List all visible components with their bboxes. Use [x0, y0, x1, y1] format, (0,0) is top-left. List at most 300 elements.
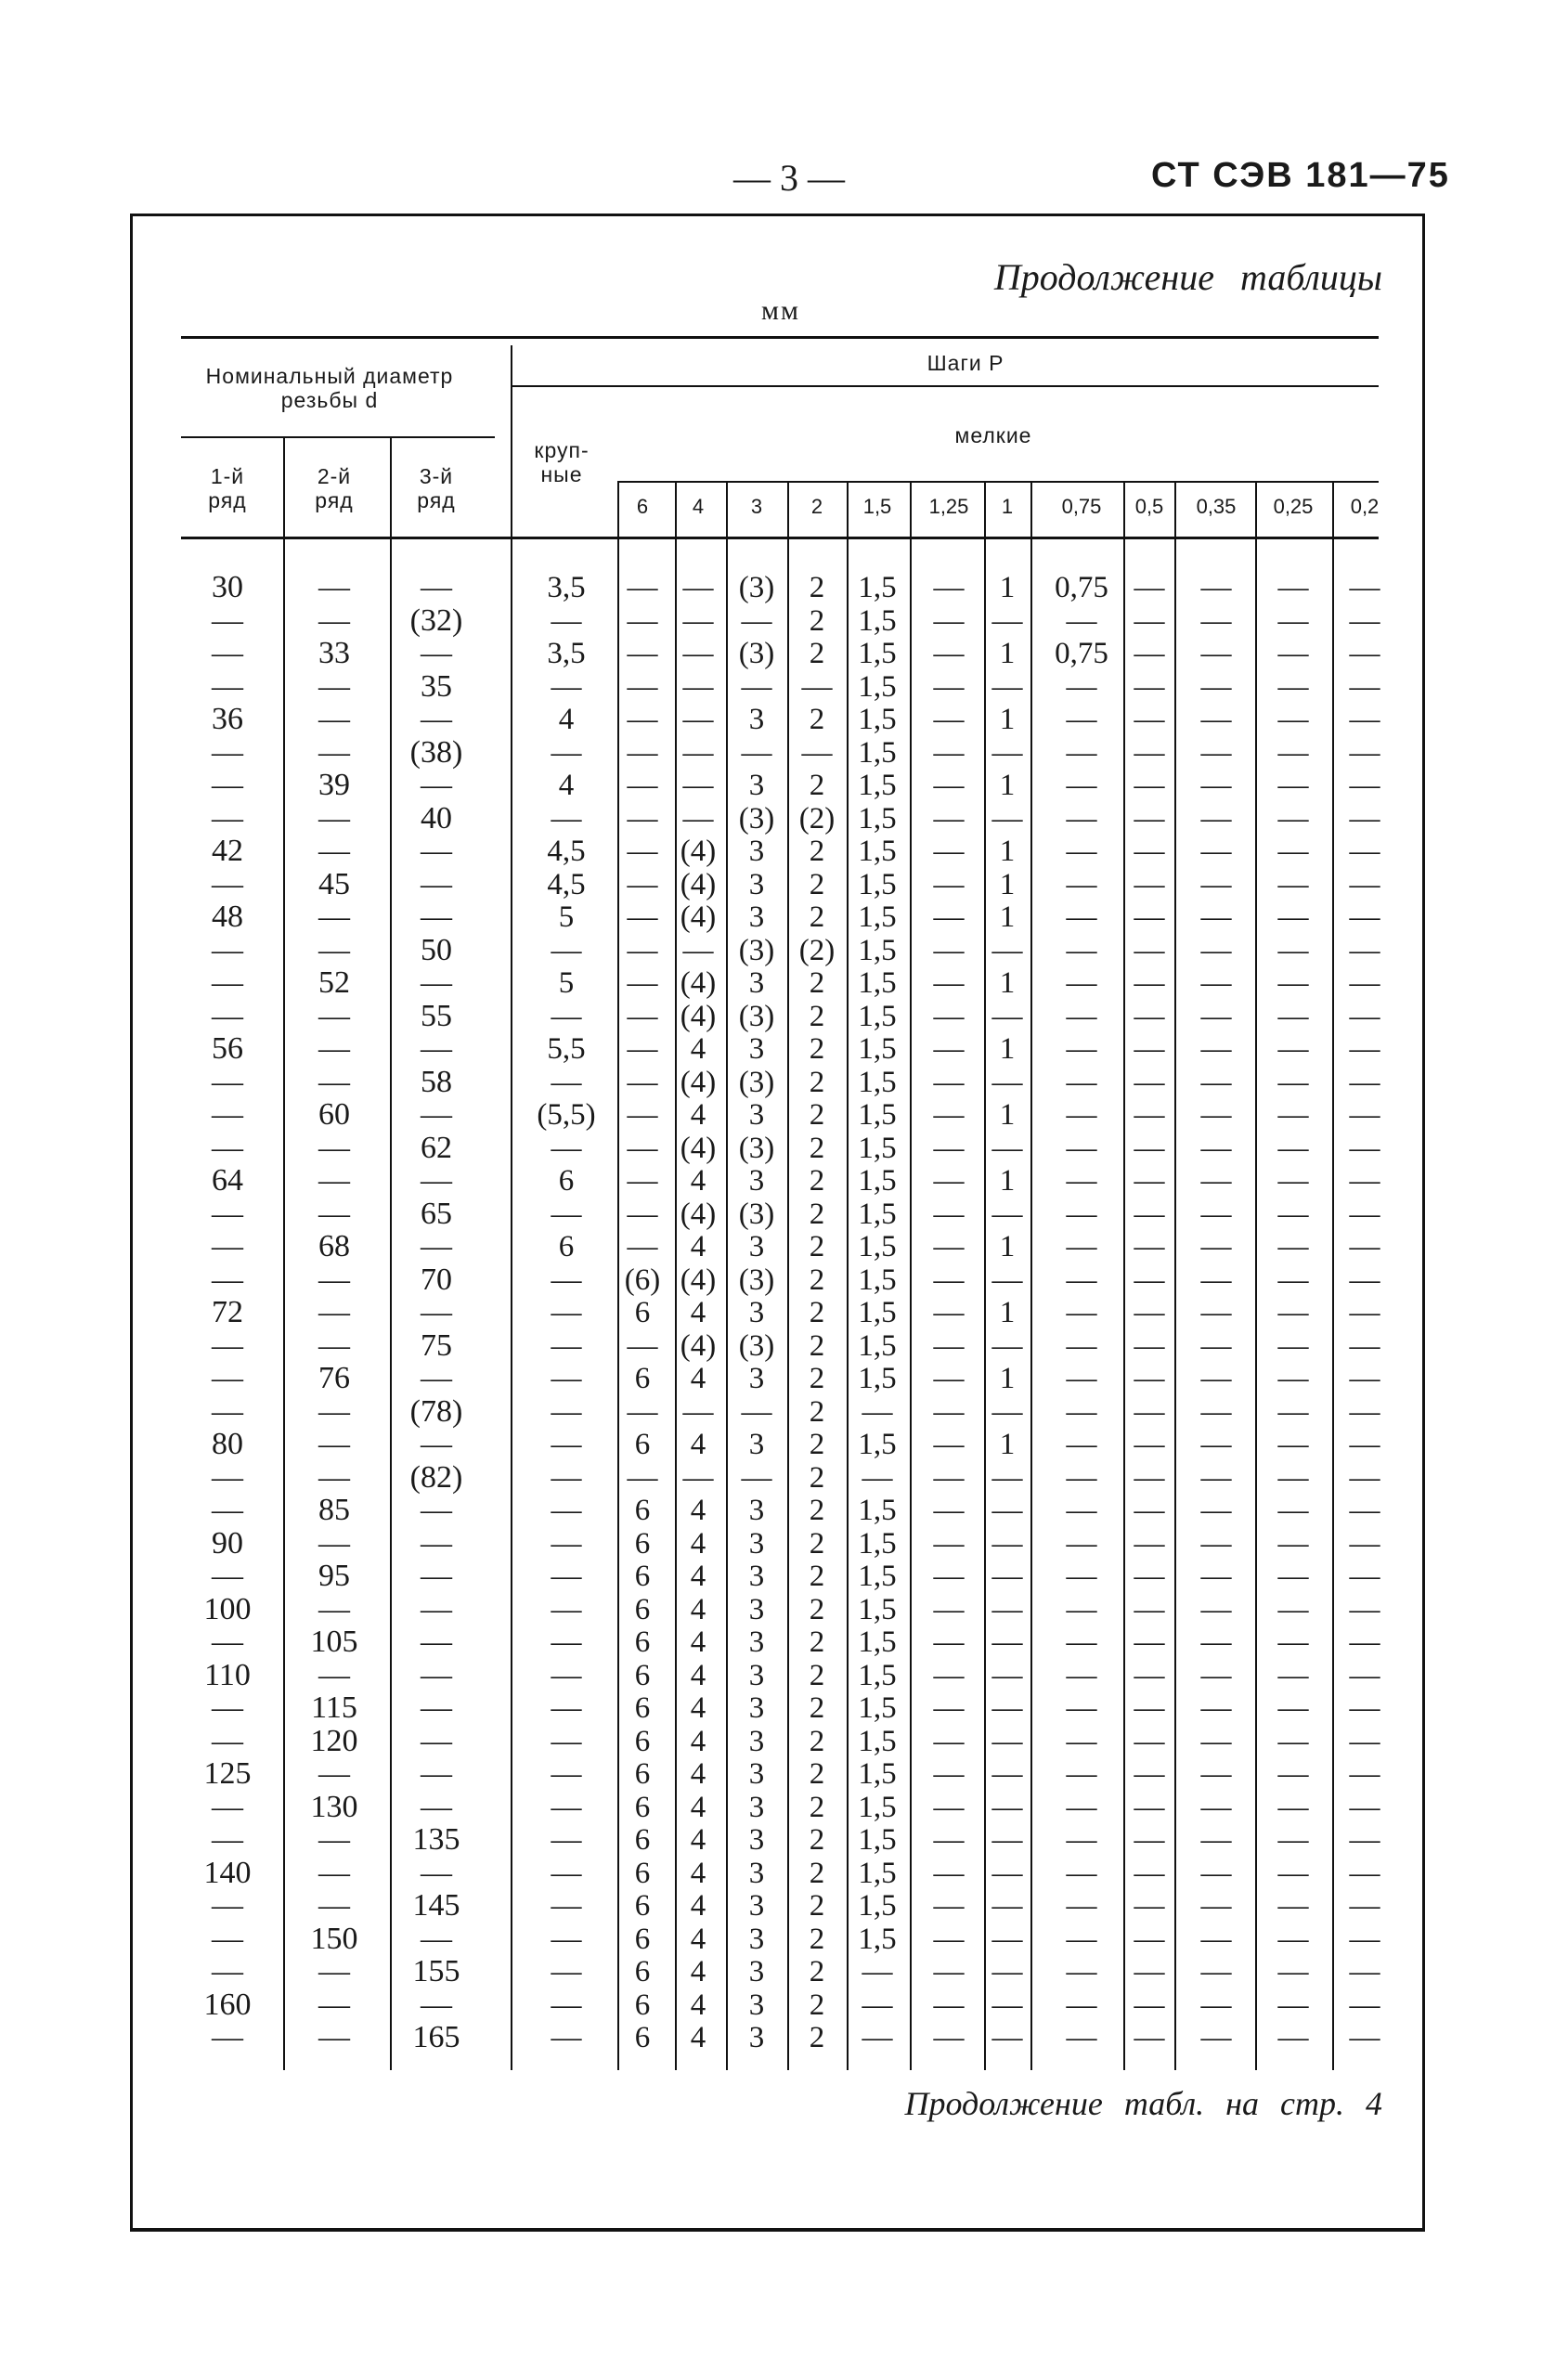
fine-pitch-header: 4	[692, 495, 705, 518]
fine-pitch-cell: 6	[634, 1526, 651, 1561]
fine-pitch-cell: 4	[690, 1823, 706, 1857]
fine-pitch-cell: —	[1066, 1757, 1097, 1791]
coarse-pitch-cell: —	[551, 669, 582, 704]
fine-pitch-cell: (4)	[680, 835, 717, 868]
fine-pitch-cell: —	[1277, 1394, 1309, 1429]
fine-pitch-cell: 1,5	[858, 1065, 897, 1099]
pitches-underline	[511, 385, 1379, 387]
fine-pitch-cell: —	[1200, 1592, 1232, 1626]
fine-pitch-cell: 3	[748, 1988, 765, 2022]
column-rule	[726, 483, 728, 2070]
fine-pitch-cell: —	[1349, 1263, 1380, 1297]
fine-pitch-cell: 1	[999, 867, 1016, 901]
coarse-pitch-cell: —	[551, 1724, 582, 1758]
fine-pitch-cell: —	[682, 801, 714, 835]
diameter-cell: 155	[412, 1954, 460, 1988]
fine-pitch-cell: 3	[748, 2021, 765, 2054]
fine-pitch-cell: 6	[634, 1856, 651, 1890]
fine-pitch-cell: 1,5	[858, 867, 897, 901]
diameter-cell: —	[318, 1130, 350, 1165]
fine-pitch-cell: 1,5	[858, 1494, 897, 1527]
fine-pitch-cell: —	[1277, 1625, 1309, 1659]
fine-pitch-cell: 1,5	[858, 900, 897, 934]
diameter-cell: —	[318, 1591, 350, 1626]
coarse-pitch-cell: —	[551, 1823, 582, 1857]
fine-pitch-cell: 4	[690, 1757, 706, 1791]
fine-pitch-cell: —	[1134, 1889, 1165, 1923]
diameter-cell: —	[212, 1625, 243, 1659]
fine-pitch-cell: 6	[634, 1724, 651, 1758]
fine-pitch-cell: —	[991, 1724, 1023, 1758]
coarse-pitch-cell: 3,5	[547, 571, 586, 604]
fine-pitch-cell: 1,5	[858, 1592, 897, 1626]
fine-pitch-cell: —	[1134, 1428, 1165, 1461]
fine-pitch-cell: 3	[748, 1823, 765, 1857]
fine-pitch-cell: 1,5	[858, 1296, 897, 1329]
fine-pitch-cell: —	[1134, 1164, 1165, 1198]
diameter-cell: —	[421, 1987, 452, 2022]
fine-pitch-cell: —	[933, 867, 965, 901]
fine-pitch-cell: 1,5	[858, 1131, 897, 1165]
fine-pitch-cell: —	[933, 1098, 965, 1132]
fine-pitch-cell: —	[933, 1032, 965, 1066]
coarse-pitch-cell: (5,5)	[537, 1098, 596, 1132]
fine-pitch-header: 6	[636, 495, 649, 518]
diameter-cell: 76	[318, 1361, 350, 1395]
fine-pitch-cell: —	[1134, 1131, 1165, 1165]
fine-pitch-cell: —	[1277, 2021, 1309, 2054]
fine-pitch-cell: —	[991, 1790, 1023, 1824]
diameter-cell: —	[421, 1427, 452, 1461]
fine-pitch-cell: —	[1134, 1098, 1165, 1132]
column-rule	[1030, 483, 1032, 2070]
fine-pitch-cell: —	[1349, 1790, 1380, 1824]
coarse-pitch-cell: 5	[558, 966, 575, 1000]
diameter-cell: —	[212, 768, 243, 802]
coarse-pitch-cell: —	[551, 801, 582, 835]
fine-pitch-header: 1,5	[862, 495, 892, 518]
fine-pitch-cell: —	[1200, 966, 1232, 1000]
fine-pitch-cell: 6	[634, 1296, 651, 1329]
diameter-cell: —	[212, 1921, 243, 1956]
fine-pitch-cell: —	[682, 571, 714, 604]
diameter-cell: 80	[212, 1427, 243, 1461]
fine-pitch-cell: 4	[690, 1230, 706, 1263]
fine-pitch-cell: 2	[809, 1526, 825, 1561]
coarse-pitch-cell: —	[551, 1625, 582, 1659]
coarse-pitch-cell: —	[551, 1988, 582, 2022]
diameter-cell: 50	[421, 932, 452, 967]
fine-pitch-cell: 2	[809, 1790, 825, 1824]
fine-pitch-cell: 3	[748, 1724, 765, 1758]
fine-pitch-cell: —	[1134, 1592, 1165, 1626]
fine-pitch-cell: 1,5	[858, 1625, 897, 1659]
fine-pitch-cell: —	[1134, 1460, 1165, 1495]
fine-pitch-cell: —	[991, 1625, 1023, 1659]
fine-pitch-cell: —	[933, 999, 965, 1033]
fine-pitch-cell: —	[1349, 801, 1380, 835]
fine-pitch-cell: 4	[690, 1988, 706, 2022]
column-rule	[1174, 483, 1176, 2070]
diameter-cell: 39	[318, 768, 350, 802]
fine-pitch-cell: —	[991, 1263, 1023, 1297]
fine-pitch-cell: —	[1200, 933, 1232, 967]
diameter-cell: —	[421, 1723, 452, 1758]
fine-pitch-cell: 6	[634, 1988, 651, 2022]
fine-pitch-cell: 1,5	[858, 1428, 897, 1461]
fine-pitch-cell: —	[1277, 1757, 1309, 1791]
fine-pitch-cell: —	[627, 1032, 658, 1066]
fine-pitch-cell: —	[1277, 999, 1309, 1033]
fine-pitch-cell: —	[991, 1889, 1023, 1923]
fine-pitch-cell: —	[933, 769, 965, 802]
fine-pitch-header: 0,75	[1061, 495, 1102, 518]
fine-pitch-cell: —	[1134, 1658, 1165, 1692]
fine-pitch-cell: —	[933, 933, 965, 967]
fine-pitch-cell: 1	[999, 1296, 1016, 1329]
diameter-cell: —	[318, 1954, 350, 1988]
fine-pitch-cell: —	[1200, 1691, 1232, 1725]
fine-pitch-cell: (4)	[680, 900, 717, 934]
fine-pitch-cell: —	[1200, 637, 1232, 670]
diameter-cell: —	[318, 1525, 350, 1561]
fine-pitch-cell: —	[1200, 1790, 1232, 1824]
fine-pitch-cell: 3	[748, 769, 765, 802]
fine-pitch-cell: 2	[809, 1230, 825, 1263]
fine-pitch-cell: 1,5	[858, 1889, 897, 1923]
fine-pitch-cell: 3	[748, 867, 765, 901]
diameter-cell: 150	[310, 1921, 358, 1956]
diameter-cell: —	[212, 1789, 243, 1824]
fine-pitch-cell: 3	[748, 1922, 765, 1956]
fine-pitch-cell: —	[1134, 571, 1165, 604]
fine-pitch-cell: —	[862, 1988, 893, 2022]
fine-pitch-cell: —	[991, 1460, 1023, 1495]
fine-pitch-cell: —	[1349, 1724, 1380, 1758]
diameter-cell: —	[421, 1625, 452, 1659]
fine-pitch-cell: 4	[690, 1560, 706, 1593]
fine-pitch-cell: —	[933, 1131, 965, 1165]
fine-pitch-cell: 4	[690, 1955, 706, 1988]
diameter-cell: —	[318, 1987, 350, 2022]
column-rule	[1255, 483, 1257, 2070]
diameter-cell: 52	[318, 965, 350, 1000]
diameter-cell: 68	[318, 1229, 350, 1263]
diameter-cell: 95	[318, 1559, 350, 1593]
fine-pitch-cell: —	[1277, 1197, 1309, 1231]
fine-pitch-cell: —	[1349, 1065, 1380, 1099]
fine-pitch-cell: —	[1200, 835, 1232, 868]
fine-pitch-cell: 1	[999, 703, 1016, 736]
fine-pitch-cell: —	[1200, 801, 1232, 835]
fine-pitch-cell: —	[933, 571, 965, 604]
diameter-cell: —	[421, 636, 452, 670]
fine-pitch-cell: 1	[999, 900, 1016, 934]
fine-pitch-cell: 2	[809, 1823, 825, 1857]
fine-pitch-cell: (6)	[624, 1263, 661, 1297]
fine-pitch-cell: —	[682, 1394, 714, 1429]
fine-pitch-cell: —	[1277, 1560, 1309, 1593]
fine-pitch-cell: —	[1066, 1494, 1097, 1527]
fine-header: мелкие	[954, 423, 1032, 447]
diameter-cell: —	[318, 570, 350, 604]
fine-pitch-cell: —	[1349, 999, 1380, 1033]
diameter-cell: 100	[203, 1591, 252, 1626]
diameter-cell: —	[212, 1459, 243, 1495]
fine-pitch-cell: 2	[809, 1032, 825, 1066]
fine-pitch-cell: —	[1200, 1065, 1232, 1099]
coarse-pitch-cell: 5	[558, 900, 575, 934]
fine-pitch-cell: —	[1349, 669, 1380, 704]
fine-pitch-cell: —	[1349, 1394, 1380, 1429]
fine-pitch-cell: —	[1277, 1889, 1309, 1923]
fine-pitch-cell: —	[991, 1823, 1023, 1857]
diameter-cell: —	[318, 1295, 350, 1329]
diameter-cell: —	[318, 602, 350, 638]
fine-pitch-cell: —	[933, 703, 965, 736]
coarse-pitch-cell: —	[551, 1526, 582, 1561]
fine-pitch-cell: —	[991, 1955, 1023, 1988]
table-continuation-label: Продолжение таблицы	[993, 256, 1382, 298]
coarse-pitch-cell: —	[551, 1790, 582, 1824]
fine-pitch-cell: —	[933, 1560, 965, 1593]
frame-top-rule	[130, 214, 1425, 216]
coarse-pitch-cell: 6	[558, 1230, 575, 1263]
fine-pitch-cell: 1,5	[858, 1658, 897, 1692]
fine-pitch-cell: —	[933, 801, 965, 835]
fine-pitch-cell: —	[1349, 1032, 1380, 1066]
diameter-cell: —	[421, 1921, 452, 1956]
fine-pitch-cell: 0,75	[1055, 571, 1108, 604]
fine-pitch-cell: 2	[809, 637, 825, 670]
fine-pitch-cell: —	[682, 637, 714, 670]
fine-pitch-cell: —	[933, 1889, 965, 1923]
fine-pitch-cell: 1	[999, 1230, 1016, 1263]
fine-pitch-cell: —	[1277, 1691, 1309, 1725]
fine-pitch-header: 0,2	[1350, 495, 1380, 518]
fine-pitch-cell: 1,5	[858, 1526, 897, 1561]
coarse-pitch-cell: —	[551, 2021, 582, 2054]
fine-pitch-cell: 4	[690, 1922, 706, 1956]
fine-pitch-cell: 1,5	[858, 835, 897, 868]
fine-pitch-cell: —	[1349, 1526, 1380, 1561]
fine-pitch-cell: 6	[634, 1494, 651, 1527]
diameter-cell: 65	[421, 1196, 452, 1231]
fine-pitch-cell: —	[933, 1065, 965, 1099]
fine-pitch-cell: —	[933, 1592, 965, 1626]
fine-pitch-cell: —	[627, 1197, 658, 1231]
diameter-cell: —	[212, 1064, 243, 1099]
fine-pitch-cell: —	[1277, 1230, 1309, 1263]
fine-pitch-cell: —	[1066, 1889, 1097, 1923]
fine-pitch-cell: —	[1066, 1560, 1097, 1593]
fine-pitch-cell: 2	[809, 1460, 825, 1495]
fine-pitch-cell: —	[1349, 703, 1380, 736]
fine-pitch-cell: —	[1066, 1164, 1097, 1198]
fine-pitch-cell: —	[627, 703, 658, 736]
diameter-cell: —	[318, 932, 350, 967]
fine-pitch-cell: —	[1066, 1955, 1097, 1988]
diameter-cell: 56	[212, 1031, 243, 1066]
diameter-cell: —	[421, 1163, 452, 1198]
fine-pitch-cell: 2	[809, 1263, 825, 1297]
fine-pitch-cell: —	[1200, 1494, 1232, 1527]
fine-pitch-cell: —	[1200, 1988, 1232, 2022]
fine-pitch-cell: 1,5	[858, 933, 897, 967]
fine-pitch-cell: —	[1349, 1592, 1380, 1626]
fine-pitch-cell: —	[933, 1922, 965, 1956]
fine-pitch-cell: —	[1349, 933, 1380, 967]
diameter-cell: 130	[310, 1789, 358, 1824]
fine-pitch-cell: 4	[690, 1724, 706, 1758]
fine-pitch-cell: —	[1200, 867, 1232, 901]
fine-pitch-cell: —	[1066, 1658, 1097, 1692]
fine-pitch-cell: —	[1134, 735, 1165, 770]
diameter-cell: —	[318, 1064, 350, 1099]
frame-left-rule	[130, 215, 133, 2230]
fine-pitch-cell: —	[1200, 1625, 1232, 1659]
fine-pitch-cell: —	[1349, 867, 1380, 901]
fine-pitch-cell: 3	[748, 1098, 765, 1132]
fine-pitch-cell: 6	[634, 1691, 651, 1725]
fine-pitch-cell: —	[862, 1394, 893, 1429]
fine-pitch-cell: —	[1134, 1922, 1165, 1956]
fine-pitch-cell: —	[1134, 966, 1165, 1000]
column-rule	[1332, 483, 1334, 2070]
fine-pitch-cell: —	[1066, 1625, 1097, 1659]
fine-pitch-cell: 4	[690, 1625, 706, 1659]
fine-pitch-cell: 2	[809, 1098, 825, 1132]
diameter-cell: —	[318, 1822, 350, 1857]
coarse-pitch-cell: —	[551, 999, 582, 1033]
diameter-cell: —	[212, 1559, 243, 1593]
fine-pitch-cell: —	[1200, 1296, 1232, 1329]
fine-pitch-cell: —	[1277, 1428, 1309, 1461]
fine-pitch-cell: 3	[748, 1428, 765, 1461]
fine-pitch-cell: —	[933, 1494, 965, 1527]
diameter-cell: 85	[318, 1493, 350, 1527]
fine-pitch-cell: —	[1066, 933, 1097, 967]
fine-pitch-cell: —	[933, 2021, 965, 2054]
fine-pitch-cell: 1,5	[858, 637, 897, 670]
diameter-cell: —	[421, 570, 452, 604]
fine-underline	[617, 481, 1379, 483]
fine-pitch-cell: —	[991, 1757, 1023, 1791]
fine-pitch-cell: —	[1134, 637, 1165, 670]
diameter-cell: —	[212, 1888, 243, 1923]
fine-pitch-cell: —	[862, 1460, 893, 1495]
diameter-cell: 35	[421, 668, 452, 704]
fine-pitch-cell: —	[1200, 769, 1232, 802]
fine-pitch-cell: —	[627, 835, 658, 868]
fine-pitch-cell: —	[1277, 1131, 1309, 1165]
diameter-cell: 42	[212, 834, 243, 868]
coarse-pitch-cell: 3,5	[547, 637, 586, 670]
fine-pitch-cell: —	[933, 1625, 965, 1659]
fine-pitch-cell: 2	[809, 1328, 825, 1363]
diameter-cell: —	[212, 1229, 243, 1263]
fine-pitch-cell: —	[1277, 1823, 1309, 1857]
fine-pitch-cell: —	[1349, 1098, 1380, 1132]
fine-pitch-cell: —	[1066, 900, 1097, 934]
fine-pitch-cell: —	[1134, 1032, 1165, 1066]
fine-pitch-cell: 1,5	[858, 1691, 897, 1725]
diameter-cell: —	[318, 1196, 350, 1231]
coarse-pitch-cell: —	[551, 933, 582, 967]
fine-pitch-cell: 2	[809, 2021, 825, 2054]
fine-pitch-cell: 1	[999, 966, 1016, 1000]
fine-pitch-cell: 2	[809, 1560, 825, 1593]
fine-pitch-cell: 3	[748, 1955, 765, 1988]
diameter-cell: 165	[412, 2020, 460, 2054]
fine-pitch-cell: —	[627, 669, 658, 704]
fine-pitch-cell: (3)	[738, 801, 775, 835]
fine-pitch-cell: 2	[809, 1197, 825, 1231]
fine-pitch-cell: 1	[999, 1032, 1016, 1066]
diameter-cell: —	[421, 1295, 452, 1329]
fine-pitch-cell: —	[933, 1263, 965, 1297]
fine-pitch-cell: 1	[999, 1362, 1016, 1395]
diameter-cell: —	[421, 1525, 452, 1561]
fine-pitch-cell: —	[1134, 835, 1165, 868]
diameter-cell: —	[318, 1855, 350, 1890]
page-number: — 3 —	[733, 157, 845, 199]
fine-pitch-cell: —	[682, 735, 714, 770]
fine-pitch-cell: —	[1066, 1131, 1097, 1165]
fine-pitch-cell: —	[1134, 1197, 1165, 1231]
fine-pitch-cell: 1	[999, 1164, 1016, 1198]
fine-pitch-cell: —	[991, 1560, 1023, 1593]
fine-pitch-cell: 2	[809, 769, 825, 802]
row2-header: 2-й ряд	[315, 464, 354, 512]
diameter-cell: —	[318, 1657, 350, 1692]
fine-pitch-cell: (2)	[798, 933, 836, 967]
fine-pitch-cell: —	[1134, 1823, 1165, 1857]
fine-pitch-cell: —	[1200, 1856, 1232, 1890]
fine-pitch-cell: 4	[690, 1032, 706, 1066]
fine-pitch-cell: 3	[748, 1526, 765, 1561]
diameter-cell: 30	[212, 570, 243, 604]
diameter-cell: —	[212, 1822, 243, 1857]
fine-pitch-cell: —	[991, 2021, 1023, 2054]
coarse-pitch-cell: —	[551, 1757, 582, 1791]
fine-pitch-cell: 3	[748, 1230, 765, 1263]
row3-header: 3-й ряд	[417, 464, 456, 512]
fine-pitch-cell: —	[1066, 1988, 1097, 2022]
fine-pitch-cell: (4)	[680, 1065, 717, 1099]
fine-pitch-cell: —	[1349, 1757, 1380, 1791]
fine-pitch-cell: —	[1349, 835, 1380, 868]
fine-pitch-cell: —	[1277, 1658, 1309, 1692]
fine-pitch-cell: —	[933, 966, 965, 1000]
fine-pitch-cell: —	[741, 1460, 772, 1495]
diameter-cell: —	[318, 668, 350, 704]
fine-pitch-cell: —	[1277, 571, 1309, 604]
fine-pitch-cell: —	[1200, 1724, 1232, 1758]
fine-pitch-cell: —	[991, 1197, 1023, 1231]
fine-pitch-header: 3	[750, 495, 763, 518]
fine-pitch-cell: —	[1277, 867, 1309, 901]
fine-pitch-cell: —	[627, 1098, 658, 1132]
fine-pitch-cell: —	[1349, 571, 1380, 604]
fine-pitch-cell: —	[1134, 1757, 1165, 1791]
diameter-cell: —	[212, 1361, 243, 1395]
fine-pitch-cell: —	[1134, 1263, 1165, 1297]
fine-pitch-cell: (3)	[738, 571, 775, 604]
fine-pitch-cell: —	[1349, 637, 1380, 670]
fine-pitch-cell: —	[1200, 1560, 1232, 1593]
fine-pitch-cell: 3	[748, 1790, 765, 1824]
